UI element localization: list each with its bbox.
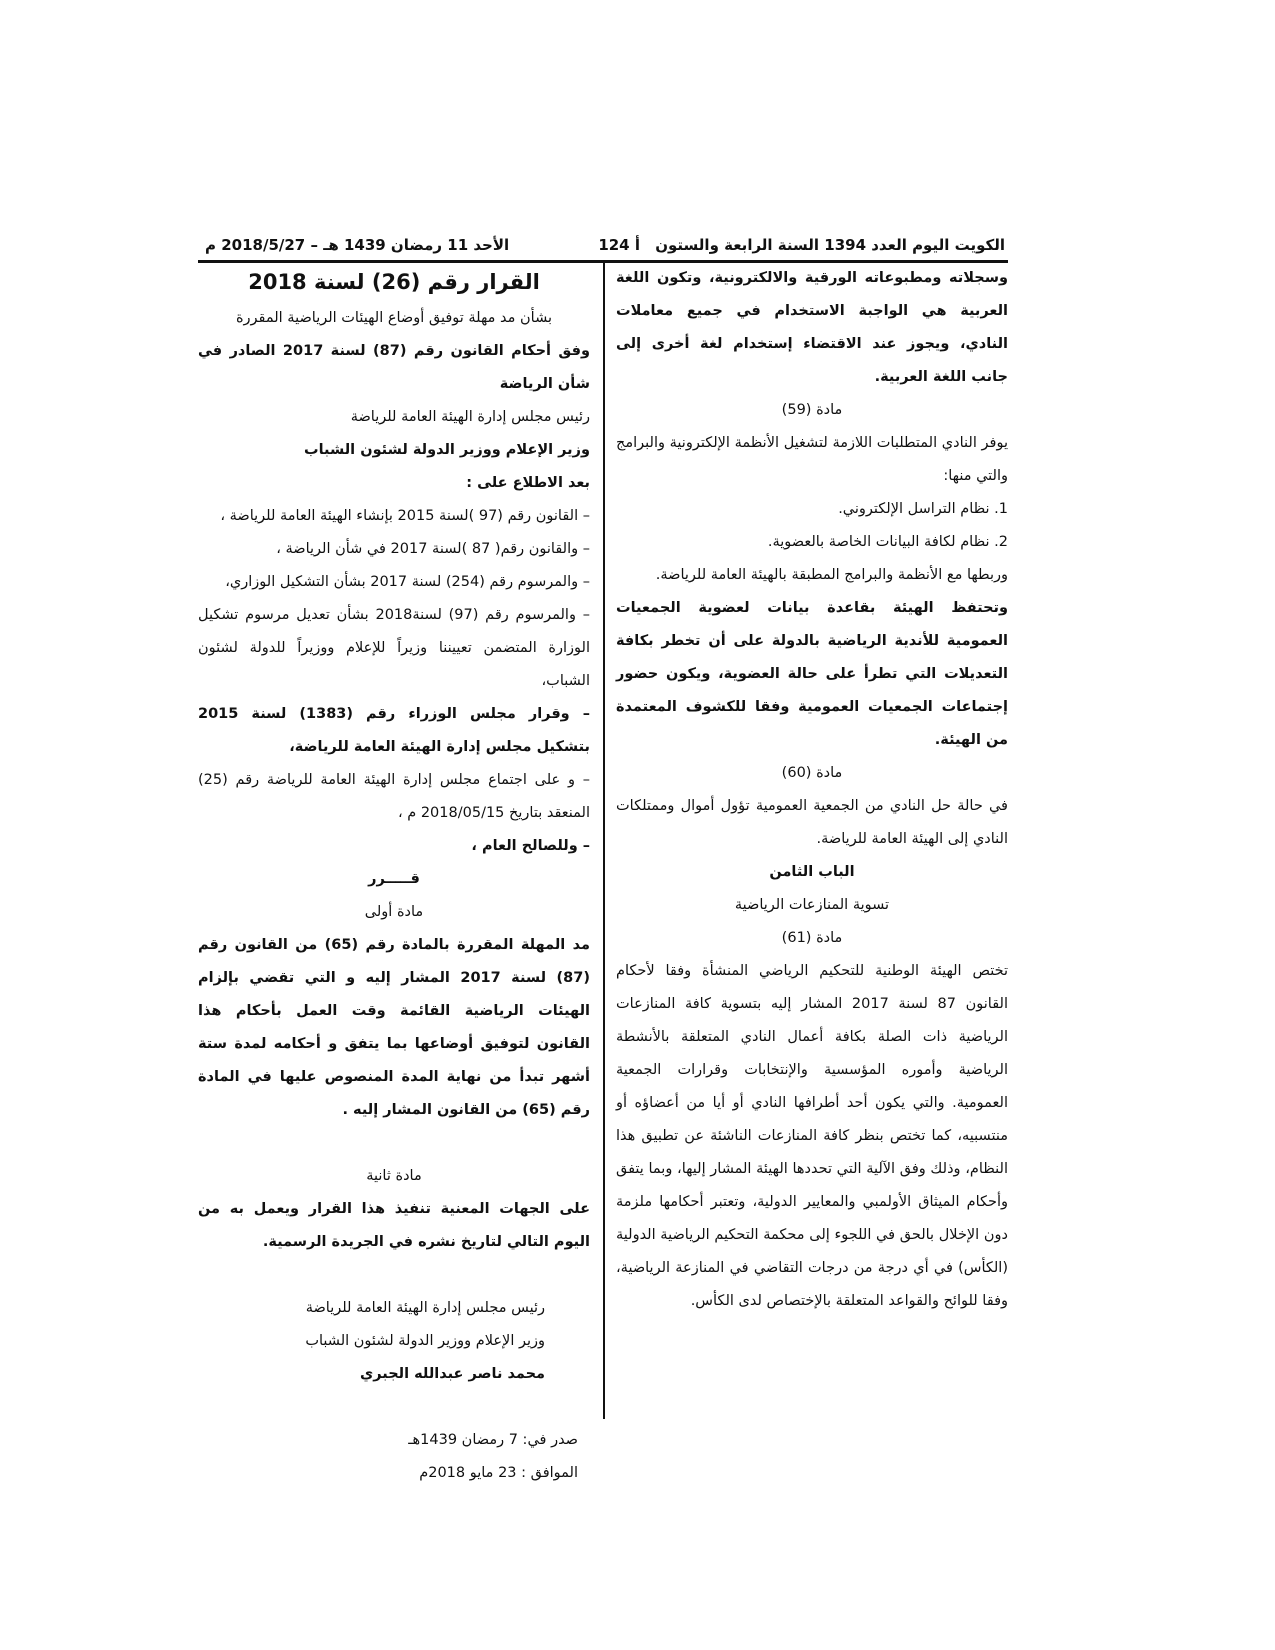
column-divider	[603, 262, 605, 1419]
reference-item: – وقرار مجلس الوزراء رقم (1383) لسنة 2015 بتشكيل مجلس إدارة الهيئة العامة للرياضة،	[198, 706, 590, 755]
preamble-line: بعد الاطلاع على :	[466, 475, 590, 491]
article-59-item-1: 1. نظام التراسل الإلكتروني.	[838, 501, 1008, 517]
issued-date-gregorian: الموافق : 23 مايو 2018م	[419, 1465, 578, 1481]
spacer	[198, 1391, 590, 1424]
article-2-text: على الجهات المعنية تنفيذ هذا القرار ويعمل به من اليوم التالي لتاريخ نشره في الجريدة الرسمية.	[198, 1201, 590, 1250]
article-2-heading: مادة ثانية	[366, 1168, 422, 1184]
chapter-heading: الباب الثامن	[769, 864, 855, 880]
article-1-heading: مادة أولى	[364, 904, 424, 920]
decided-heading: قـــــرر	[368, 871, 420, 887]
article-60-heading: مادة (60)	[781, 765, 843, 781]
page-header	[205, 232, 1005, 260]
signature-name: محمد ناصر عبدالله الجبري	[359, 1366, 545, 1382]
reference-item: – والقانون رقم( 87 )لسنة 2017 في شأن الرياضة ،	[276, 541, 590, 557]
preamble-line: وفق أحكام القانون رقم (87) لسنة 2017 الصادر في شأن الرياضة	[198, 343, 590, 392]
issued-date-hijri: صدر في: 7 رمضان 1439هـ	[408, 1432, 578, 1448]
article-61-text: تختص الهيئة الوطنية للتحكيم الرياضي المنشأة وفقا لأحكام القانون 87 لسنة 2017 المشار إليه بتسوية كافة المنازعات الرياضية ذات الصلة بكافة أعمال النادي المتعلقة بالأنشطة الرياضية وأموره المؤسسية والإنتخابات وقرارات الجمعية العمومية. والتي يكون أحد أطرافها النادي أو أيا من أعضاؤه أو منتسبيه، كما تختص بنظر كافة المنازعات الناشئة عن تطبيق هذا النظام، وذلك وفق الآلية التي تحددها الهيئة المشار إليها، وبما يتفق وأحكام الميثاق الأولمبي والمعايير الدولية، وتعتبر أحكامها ملزمة دون الإخلال بالحق في اللجوء إلى محكمة التحكيم الرياضية الدولية (الكأس) في أي درجة من درجات التقاضي في المنازعة الرياضية، وفقا للوائح والقواعد المتعلقة بالإختصاص لدى الكأس.	[616, 963, 1008, 1309]
preamble-line: وزير الإعلام ووزير الدولة لشئون الشباب	[304, 442, 590, 458]
article-59-paragraph: وتحتفظ الهيئة بقاعدة بيانات لعضوية الجمعيات العمومية للأندية الرياضية بالدولة على أن تخطر بكافة التعديلات التي تطرأ على حالة العضوية، ويكون حضور إجتماعات الجمعيات العمومية وفقا للكشوف المعتمدة من الهيئة.	[616, 600, 1008, 748]
article-59-heading: مادة (59)	[781, 402, 843, 418]
header-page-number: أ 124	[598, 236, 640, 254]
preamble-line: رئيس مجلس إدارة الهيئة العامة للرياضة	[350, 409, 590, 425]
spacer	[198, 1259, 590, 1292]
reference-item: – القانون رقم (97 )لسنة 2015 بإنشاء الهيئة العامة للرياضة ،	[220, 508, 590, 524]
article-61-heading: مادة (61)	[781, 930, 843, 946]
header-date: الأحد 11 رمضان 1439 هـ – 2018/5/27 م	[205, 236, 510, 254]
signature-title: رئيس مجلس إدارة الهيئة العامة للرياضة	[305, 1300, 545, 1316]
spacer	[198, 1127, 590, 1160]
article-1-text: مد المهلة المقررة بالمادة رقم (65) من القانون رقم (87) لسنة 2017 المشار إليه و التي تقضي بإلزام الهيئات الرياضية القائمة وقت العمل بأحكام هذا القانون لتوفيق أوضاعها بما يتفق و أحكامه لمدة ستة أشهر تبدأ من نهاية المدة المنصوص عليها في المادة رقم (65) من القانون المشار إليه .	[198, 937, 590, 1118]
reference-item: – وللصالح العام ،	[471, 838, 590, 854]
header-issue-info: الكويت اليوم العدد 1394 السنة الرابعة والستون	[655, 236, 1005, 254]
continued-paragraph: وسجلاته ومطبوعاته الورقية والالكترونية، وتكون اللغة العربية هي الواجبة الاستخدام في جميع معاملات النادي، ويجوز عند الاقتضاء إستخدام لغة أخرى إلى جانب اللغة العربية.	[616, 270, 1008, 385]
article-60-text: في حالة حل النادي من الجمعية العمومية تؤول أموال وممتلكات النادي إلى الهيئة العامة للرياضة.	[616, 798, 1008, 847]
signature-title: وزير الإعلام ووزير الدولة لشئون الشباب	[305, 1333, 545, 1349]
decision-subtitle: بشأن مد مهلة توفيق أوضاع الهيئات الرياضية المقررة	[235, 310, 553, 326]
article-59-paragraph: وربطها مع الأنظمة والبرامج المطبقة بالهيئة العامة للرياضة.	[655, 567, 1008, 583]
reference-item: – والمرسوم رقم (254) لسنة 2017 بشأن التشكيل الوزاري،	[225, 574, 590, 590]
decision-title: القرار رقم (26) لسنة 2018	[248, 270, 540, 294]
reference-item: – والمرسوم رقم (97) لسنة2018 بشأن تعديل مرسوم تشكيل الوزارة المتضمن تعييننا وزيراً للإعلام ووزيراً للدولة لشئون الشباب،	[198, 607, 590, 689]
reference-item: – و على اجتماع مجلس إدارة الهيئة العامة للرياضة رقم (25) المنعقد بتاريخ 2018/05/15 م ،	[198, 772, 590, 821]
chapter-title: تسوية المنازعات الرياضية	[734, 897, 890, 913]
left-column	[198, 262, 590, 1490]
article-59-item-2: 2. نظام لكافة البيانات الخاصة بالعضوية.	[767, 534, 1008, 550]
right-column	[616, 262, 1008, 1318]
article-59-intro: يوفر النادي المتطلبات اللازمة لتشغيل الأنظمة الإلكترونية والبرامج والتي منها:	[616, 435, 1008, 484]
